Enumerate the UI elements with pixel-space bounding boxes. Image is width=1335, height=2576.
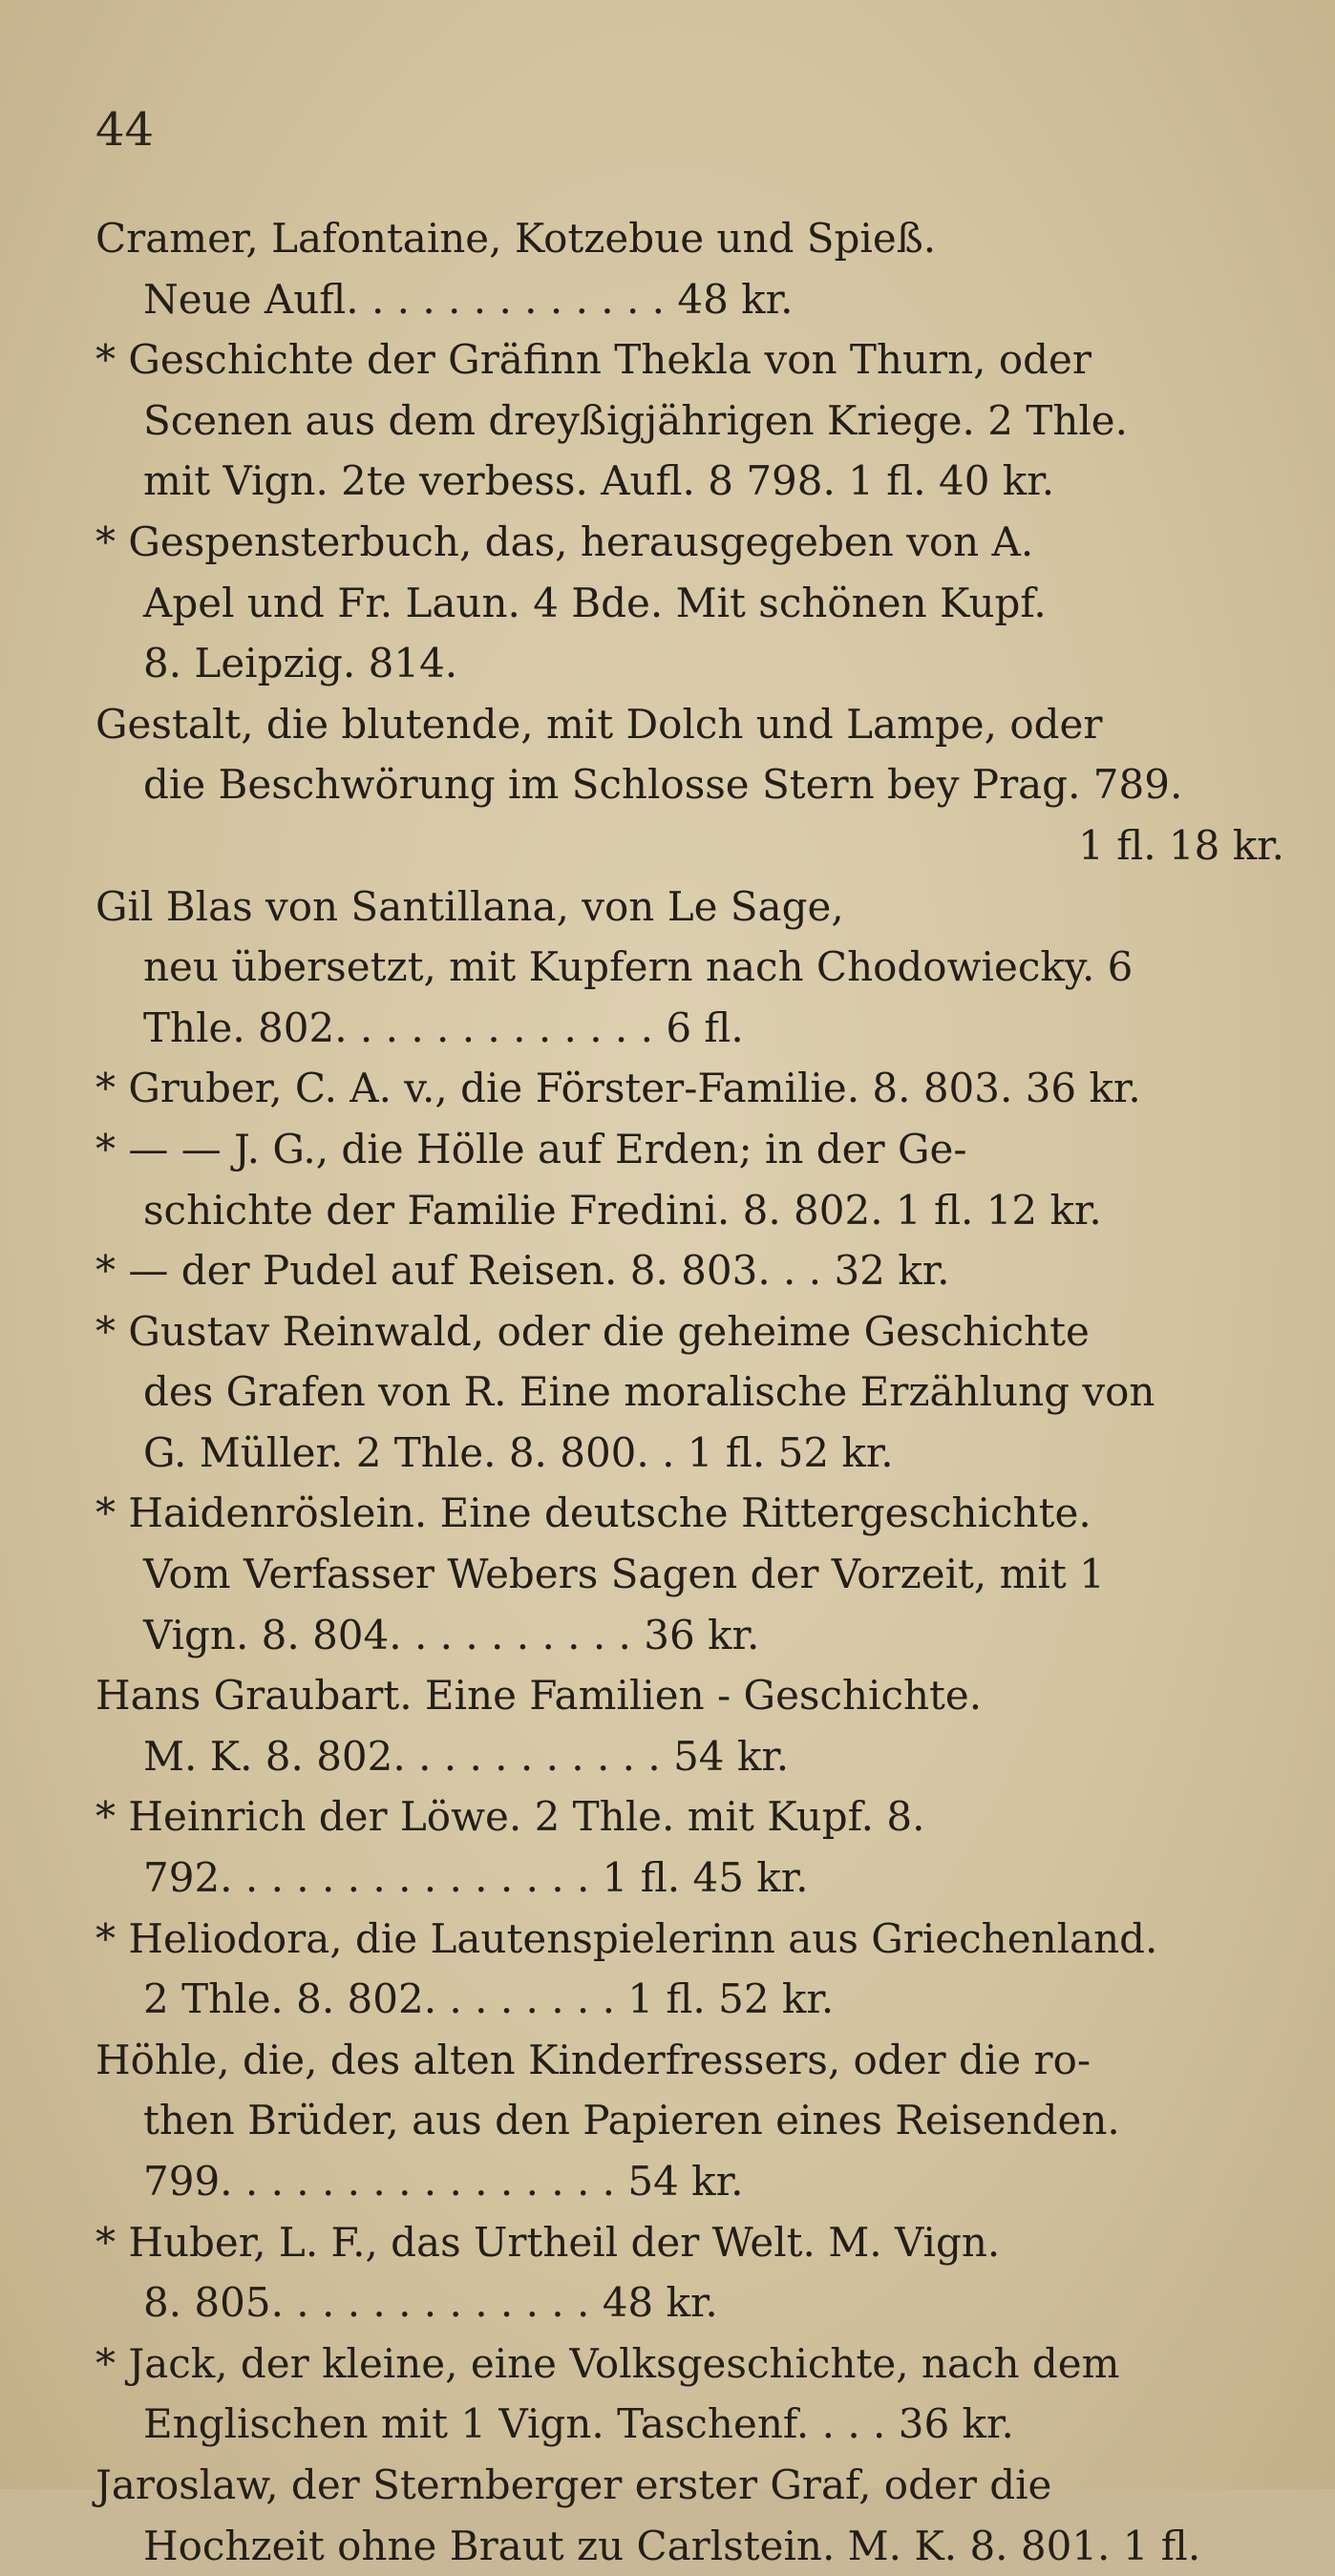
catalog-line: Englischen mit 1 Vign. Taschenf. . . . 36 kr.: [143, 2400, 1014, 2448]
catalog-line: Hochzeit ohne Braut zu Carlstein. M. K. 8. 801. 1 fl.: [143, 2522, 1201, 2569]
catalog-line: Höhle, die, des alten Kinderfressers, oder die ro-: [95, 2036, 1091, 2083]
catalog-line: then Brüder, aus den Papieren eines Reisenden.: [143, 2097, 1120, 2144]
catalog-line: * Gustav Reinwald, oder die geheime Geschichte: [95, 1307, 1090, 1355]
catalog-line: 8. Leipzig. 814.: [143, 640, 458, 687]
catalog-line: * Jack, der kleine, eine Volksgeschichte, nach dem: [95, 2339, 1120, 2387]
catalog-line: Vom Verfasser Webers Sagen der Vorzeit, mit 1: [143, 1551, 1105, 1598]
catalog-line: neu übersetzt, mit Kupfern nach Chodowiecky. 6: [143, 943, 1134, 991]
catalog-line: Neue Aufl. . . . . . . . . . . . . 48 kr.: [143, 275, 794, 323]
catalog-line: * Gespensterbuch, das, herausgegeben von A.: [95, 517, 1034, 565]
catalog-line: 792. . . . . . . . . . . . . . . 1 fl. 45 kr.: [143, 1854, 809, 1902]
catalog-line: * Geschichte der Gräfinn Thekla von Thurn, oder: [95, 336, 1091, 384]
catalog-line: des Grafen von R. Eine moralische Erzählung von: [143, 1368, 1155, 1416]
catalog-line: mit Vign. 2te verbess. Aufl. 8 798. 1 fl. 40 kr.: [143, 457, 1055, 505]
catalog-line: Cramer, Lafontaine, Kotzebue und Spieß.: [95, 215, 937, 262]
catalog-line: Gil Blas von Santillana, von Le Sage,: [95, 882, 844, 930]
catalog-line: Jaroslaw, der Sternberger erster Graf, oder die: [95, 2460, 1052, 2508]
catalog-line-text: 1 fl. 18 kr.: [1078, 821, 1284, 869]
page-number: 44: [95, 103, 155, 157]
catalog-line: * Haidenröslein. Eine deutsche Rittergeschichte.: [95, 1489, 1091, 1537]
catalog-line: * Gruber, C. A. v., die Förster-Familie. 8. 803. 36 kr.: [95, 1065, 1141, 1112]
catalog-line: Vign. 8. 804. . . . . . . . . . 36 kr.: [143, 1611, 760, 1658]
catalog-line: 8. 805. . . . . . . . . . . . . 48 kr.: [143, 2279, 718, 2327]
catalog-line: 2 Thle. 8. 802. . . . . . . . 1 fl. 52 kr.: [143, 1975, 835, 2023]
catalog-line: Scenen aus dem dreyßigjährigen Kriege. 2 Thle.: [143, 396, 1129, 444]
catalog-line: Apel und Fr. Laun. 4 Bde. Mit schönen Kupf.: [143, 579, 1047, 626]
catalog-line: die Beschwörung im Schlosse Stern bey Prag. 789.: [143, 761, 1183, 809]
catalog-line: M. K. 8. 802. . . . . . . . . . . 54 kr.: [143, 1732, 790, 1780]
catalog-listing: [95, 208, 1284, 2576]
catalog-line: * Huber, L. F., das Urtheil der Welt. M. Vign.: [95, 2218, 1001, 2266]
catalog-line-right: [95, 815, 1284, 876]
catalog-line: 799. . . . . . . . . . . . . . . . 54 kr.: [143, 2158, 744, 2205]
catalog-line: Gestalt, die blutende, mit Dolch und Lampe, oder: [95, 700, 1103, 748]
catalog-line: * Heliodora, die Lautenspielerinn aus Griechenland.: [95, 1914, 1158, 1962]
catalog-line: Thle. 802. . . . . . . . . . . . . 6 fl.: [143, 1003, 744, 1051]
catalog-line: schichte der Familie Fredini. 8. 802. 1 fl. 12 kr.: [143, 1186, 1102, 1234]
catalog-line: Hans Graubart. Eine Familien - Geschichte.: [95, 1672, 983, 1720]
catalog-line: G. Müller. 2 Thle. 8. 800. . 1 fl. 52 kr.: [143, 1428, 894, 1476]
catalog-line: * — — J. G., die Hölle auf Erden; in der Ge-: [95, 1125, 967, 1172]
catalog-line: * — der Pudel auf Reisen. 8. 803. . . 32 kr.: [95, 1247, 950, 1295]
catalog-line: * Heinrich der Löwe. 2 Thle. mit Kupf. 8.: [95, 1793, 925, 1841]
